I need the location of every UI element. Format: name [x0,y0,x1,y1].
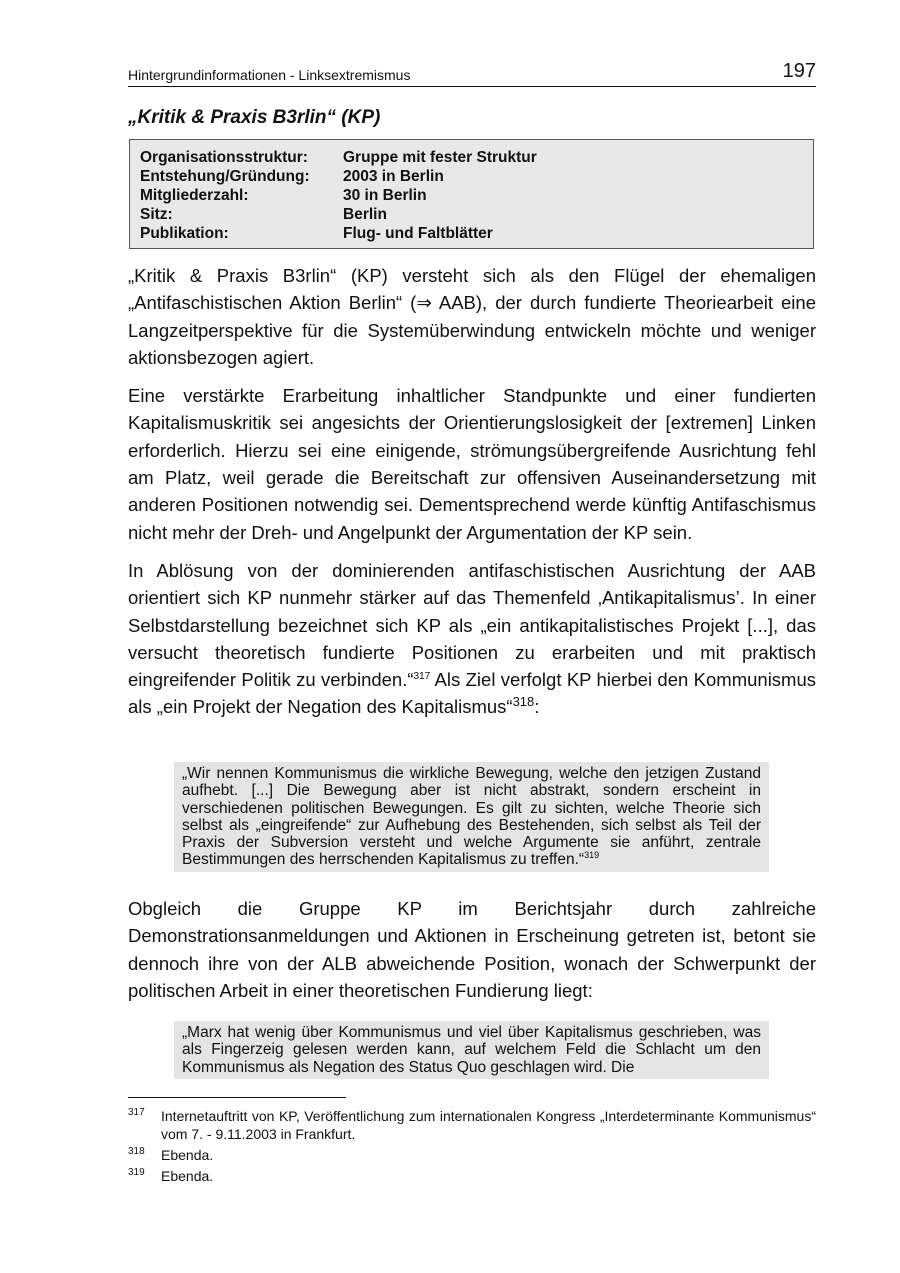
footnote-text: Internetauftritt von KP, Veröffentlichung zum internationalen Kongress „Interdeterminante Kommunismus“ vom 7. - 9.11.2003 in Frankfurt. [161,1108,816,1142]
section-title: „Kritik & Praxis B3rlin“ (KP) [128,107,381,128]
page-header [128,62,816,87]
body-text-lower [128,895,816,1015]
page-number: 197 [782,60,816,82]
info-label: Entstehung/Gründung: [140,168,310,185]
paragraph-3-text: In Ablösung von der dominierenden antifaschistischen Ausrichtung der AAB orientiert sich KP nunmehr stärker auf das Themenfeld ‚Antikapitalismus’. In einer Selbstdarstellung bezeichnet sich KP als „ein antikapitalistisches Projekt [...], das versucht theoretisch fundierte Positionen zu erarbeiten und mit praktisch eingreifender Politik zu verbinden.“ [128,559,816,691]
paragraph-3-colon: : [534,696,540,718]
info-label: Sitz: [140,206,173,223]
info-value: Berlin [343,206,387,223]
footnote-ref-318: 318 [512,694,535,710]
info-value: 30 in Berlin [343,187,427,204]
footnote-ref-317: 317 [413,671,431,682]
info-value: 2003 in Berlin [343,168,444,185]
info-label: Publikation: [140,225,229,242]
body-text-upper [128,262,816,732]
info-row [140,224,803,243]
info-value: Gruppe mit fester Struktur [343,149,537,166]
footnote-number: 319 [128,1167,145,1178]
info-row [140,186,803,205]
info-label: Organisationsstruktur: [140,149,308,166]
header-title: Hintergrundinformationen - Linksextremismus [128,67,411,83]
info-row [140,148,803,167]
footnote-318 [128,1146,816,1164]
blockquote-2 [174,1021,769,1079]
blockquote-1 [174,762,769,872]
info-row [140,205,803,224]
footnote-319 [128,1167,816,1185]
paragraph-3-text-cont: Als Ziel verfolgt KP hierbei den Kommunismus als „ein Projekt der Negation des Kapitalismus“ [128,669,817,718]
footnote-text: Ebenda. [161,1168,214,1184]
info-label: Mitgliederzahl: [140,187,249,204]
footnote-number: 318 [128,1146,145,1157]
info-row [140,167,803,186]
blockquote-1-text: „Wir nennen Kommunismus die wirkliche Bewegung, welche den jetzigen Zustand aufhebt. [...] Die Bewegung aber ist nicht abstrakt, sondern erscheint in verschiedenen politischen Bewegungen. Es gilt zu sichten, welche Theorie sich selbst als „eingreifende“ zur Aufhebung des Bestehenden, sich selbst als Teil der Praxis der Subversion versteht und welche Argumente sie anführt, zentrale Bestimmungen des herrschenden Kapitalismus zu treffen.“ [182,765,761,869]
footnote-ref-319: 319 [584,850,600,861]
footnote-text: Ebenda. [161,1147,214,1163]
paragraph-1: „Kritik & Praxis B3rlin“ (KP) versteht sich als den Flügel der ehemaligen „Antifaschistischen Aktion Berlin“ (⇒ AAB), der durch fundierte Theoriearbeit eine Langzeitperspektive für die Systemüberwindung entwickeln möchte und weniger aktionsbezogen agiert. [128,265,816,368]
paragraph-4: Obgleich die Gruppe KP im Berichtsjahr durch zahlreiche Demonstrationsanmeldungen und Aktionen in Erscheinung getreten ist, betont sie dennoch ihre von der ALB abweichende Position, wonach der Schwerpunkt der politischen Arbeit in einer theoretischen Fundierung liegt: [128,898,816,1001]
footnote-divider [128,1097,346,1098]
footnote-number: 317 [128,1107,145,1118]
paragraph-3 [128,557,816,721]
info-box [129,139,814,249]
paragraph-2: Eine verstärkte Erarbeitung inhaltlicher Standpunkte und einer fundierten Kapitalismuskritik sei angesichts der Orientierungslosigkeit der [extremen] Linken erforderlich. Hierzu sei eine einigende, strömungsübergreifende Ausrichtung fehl am Platz, weil gerade die Bereitschaft zur offensiven Auseinandersetzung mit anderen Positionen notwendig sei. Dementsprechend werde künftig Antifaschismus nicht mehr der Dreh- und Angelpunkt der Argumentation der KP sein. [128,385,816,543]
blockquote-2-text: „Marx hat wenig über Kommunismus und viel über Kapitalismus geschrieben, was als Fingerzeig gelesen werden kann, auf welchem Feld die Schlacht um den Kommunismus als Negation des Status Quo geschlagen wird. Die [182,1024,761,1076]
footnote-317 [128,1107,816,1143]
info-value: Flug- und Faltblätter [343,225,493,242]
